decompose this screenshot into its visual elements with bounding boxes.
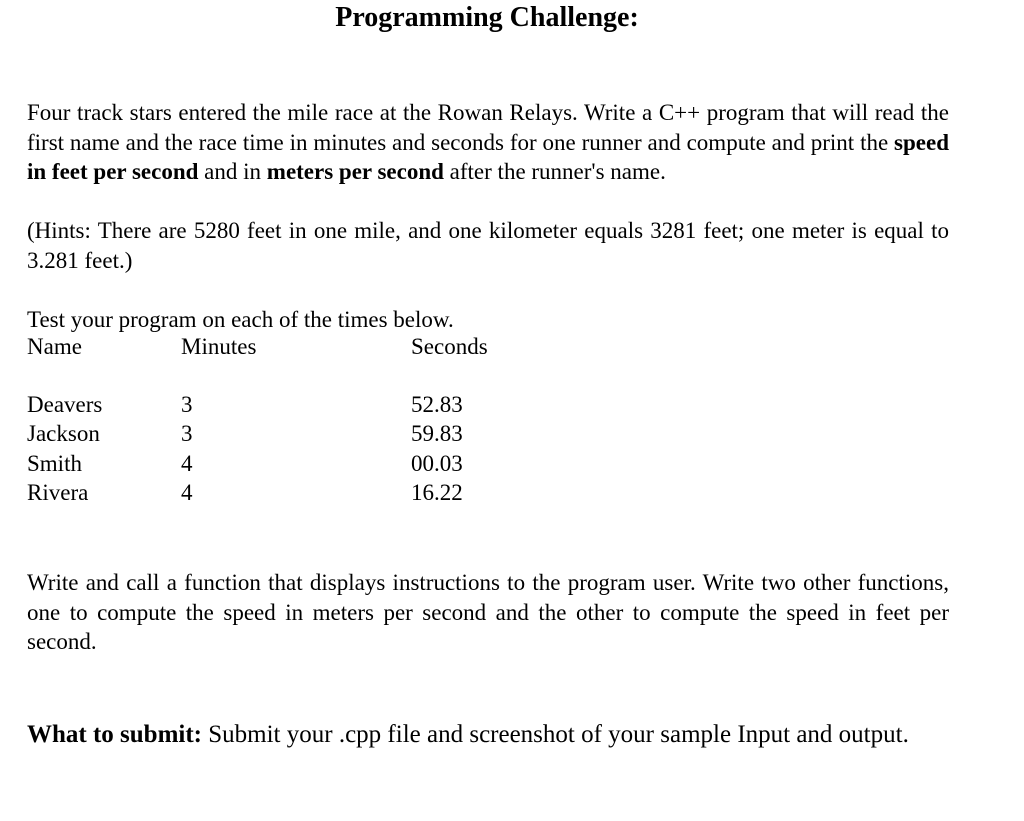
- header-seconds: Seconds: [411, 334, 488, 359]
- cell-minutes: 4: [181, 451, 193, 476]
- submit-text: Submit your .cpp file and screenshot of your sample Input and output.: [202, 721, 909, 748]
- header-name: Name: [27, 334, 82, 359]
- cell-seconds: 16.22: [411, 480, 463, 505]
- cell-name: Deavers: [27, 392, 103, 417]
- cell-seconds: 59.83: [411, 421, 463, 446]
- text: Four track stars entered the mile race at the Rowan Relays. Write a C++ program that will read the first name and the race time in minutes and seconds for one runner and compute and print the: [27, 100, 949, 155]
- text: after the runner's name.: [443, 159, 666, 184]
- cell-name: Jackson: [27, 421, 100, 446]
- functions-instructions: Write and call a function that displays instructions to the program user. Write two other functions, one to compute the speed in meters per second and the other to compute the speed in feet per second.: [27, 570, 949, 654]
- hints: (Hints: There are 5280 feet in one mile, and one kilometer equals 3281 feet; one meter is equal to 3.281 feet.): [27, 218, 949, 273]
- cell-minutes: 3: [181, 392, 193, 417]
- cell-name: Smith: [27, 451, 82, 476]
- cell-seconds: 00.03: [411, 451, 463, 476]
- cell-name: Rivera: [27, 480, 89, 505]
- bold-text: meters per second: [266, 159, 444, 184]
- cell-minutes: 4: [181, 480, 193, 505]
- page-title: Programming Challenge:: [335, 2, 639, 33]
- header-minutes: Minutes: [181, 334, 257, 359]
- bold-text: speed in feet per second: [27, 129, 949, 184]
- problem-description: [27, 98, 949, 187]
- cell-minutes: 3: [181, 421, 193, 446]
- text: and in: [198, 159, 267, 184]
- cell-seconds: 52.83: [411, 392, 463, 417]
- submit-label: What to submit:: [27, 721, 203, 748]
- test-intro: Test your program on each of the times below.: [27, 307, 454, 332]
- submission-instructions: [27, 719, 949, 751]
